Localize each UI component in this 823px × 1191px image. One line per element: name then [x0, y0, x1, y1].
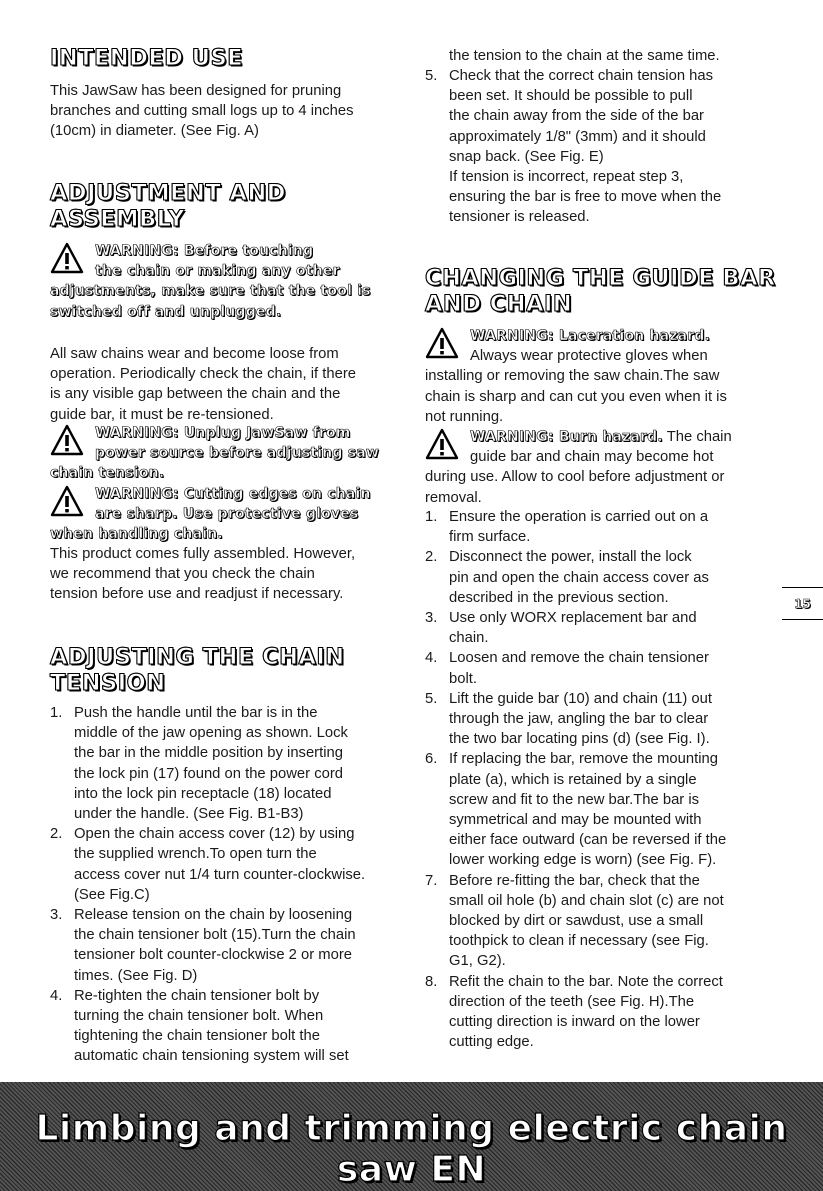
text-line: chain.	[449, 630, 489, 647]
list-item	[50, 986, 410, 1067]
text-line: times. (See Fig. D)	[74, 967, 198, 984]
warning-triangle-icon	[50, 485, 84, 519]
warning-unplug	[50, 423, 410, 484]
text-line: If tension is incorrect, repeat step 3,	[449, 169, 684, 186]
warning-triangle-icon	[425, 428, 459, 462]
heading-line: TENSION	[50, 670, 166, 696]
text-line: symmetrical and may be mounted with	[449, 812, 702, 829]
list-item	[425, 648, 785, 688]
text-line: approximately 1/8" (3mm) and it should	[449, 128, 706, 145]
assembled-text	[50, 544, 410, 605]
text-line: snap back. (See Fig. E)	[449, 148, 604, 165]
step-number: 6.	[425, 751, 438, 768]
text-line: Before re-fitting the bar, check that the	[449, 872, 700, 889]
step-number: 5.	[425, 690, 438, 707]
text-line: guide bar, it must be re-tensioned.	[50, 406, 274, 423]
text-line: operation. Periodically check the chain, if there	[50, 366, 356, 383]
text-line: guide bar and chain may become hot	[470, 449, 714, 466]
adjustment-heading	[50, 180, 410, 232]
text-line: branches and cutting small logs up to 4 inches	[50, 103, 354, 120]
warning-cutting-edges	[50, 484, 410, 545]
intended-use-heading: INTENDED USE	[50, 45, 244, 71]
text-line: automatic chain tensioning system will set	[74, 1048, 349, 1065]
changing-guide-bar-heading	[425, 265, 795, 317]
warning-burn	[425, 427, 785, 508]
warning-line: WARNING: Before touching	[95, 243, 314, 259]
warning-triangle-icon	[50, 242, 84, 276]
text-line: tightening the chain tensioner bolt the	[74, 1028, 320, 1045]
heading-line: CHANGING THE GUIDE BAR	[425, 265, 776, 291]
text-line: All saw chains wear and become loose from	[50, 346, 339, 362]
text-line: Re-tighten the chain tensioner bolt by	[74, 987, 320, 1004]
text-line: removal.	[425, 489, 482, 506]
text-line: Disconnect the power, install the lock	[449, 549, 692, 566]
warning-line: WARNING: Cutting edges on chain	[95, 486, 371, 502]
text-line: small oil hole (b) and chain slot (c) are not	[449, 892, 724, 909]
text-line: plate (a), which is retained by a single	[449, 771, 697, 788]
text-line: G1, G2).	[449, 953, 506, 970]
warning-laceration	[425, 326, 785, 427]
changing-steps	[425, 507, 785, 1052]
text-line: direction of the teeth (see Fig. H).The	[449, 993, 695, 1010]
text-line: tension before use and readjust if necessary.	[50, 586, 344, 603]
text-line: turning the chain tensioner bolt. When	[74, 1008, 324, 1025]
chain-wear-text	[50, 344, 410, 425]
text-line: Release tension on the chain by loosening	[74, 907, 353, 924]
heading-line: ADJUSTING THE CHAIN	[50, 644, 345, 670]
text-line: been set. It should be possible to pull	[449, 88, 693, 105]
text-line: pin and open the chain access cover as	[449, 569, 709, 586]
text-line: either face outward (can be reversed if the	[449, 832, 727, 849]
text-line: Check that the correct chain tension has	[449, 68, 714, 84]
text-line: This product comes fully assembled. However,	[50, 546, 356, 562]
warning-line: switched off and unplugged.	[50, 303, 282, 320]
page-number: 15	[782, 587, 823, 620]
step-number: 8.	[425, 973, 438, 990]
tension-steps	[50, 703, 410, 1067]
text-line: Refit the chain to the bar. Note the correct	[449, 973, 723, 990]
continued-line	[449, 46, 789, 66]
text-line: Use only WORX replacement bar and	[449, 610, 697, 627]
warning-line: WARNING: Unplug JawSaw from	[95, 425, 351, 441]
text-line: This JawSaw has been designed for pruning	[50, 83, 342, 99]
warning-rest: The chain	[662, 429, 732, 445]
text-line: Always wear protective gloves when	[470, 348, 708, 365]
text-line: the chain tensioner bolt (15).Turn the chain	[74, 927, 356, 944]
text-line: the tension to the chain at the same time.	[449, 48, 720, 64]
text-line: bolt.	[449, 670, 477, 687]
text-line: Push the handle until the bar is in the	[74, 705, 318, 721]
text-line: middle of the jaw opening as shown. Lock	[74, 725, 348, 742]
text-line: through the jaw, angling the bar to clear	[449, 711, 709, 728]
text-line: Lift the guide bar (10) and chain (11) out	[449, 690, 712, 707]
list-item	[425, 507, 785, 547]
tension-step-5	[425, 66, 785, 228]
text-line: Loosen and remove the chain tensioner	[449, 650, 709, 667]
text-line: the two bar locating pins (d) (see Fig. I).	[449, 731, 710, 748]
text-line: firm surface.	[449, 529, 531, 546]
text-line: we recommend that you check the chain	[50, 566, 315, 583]
warning-line: the chain or making any other	[95, 263, 340, 280]
heading-line: ASSEMBLY	[50, 206, 185, 232]
intended-use-text	[50, 81, 410, 142]
warning-line: adjustments, make sure that the tool is	[50, 283, 371, 300]
text-line: tensioner is released.	[449, 209, 590, 226]
text-line: is any visible gap between the chain and the	[50, 386, 341, 403]
warning-line: when handling chain.	[50, 526, 223, 543]
text-line: during use. Allow to cool before adjustment or	[425, 469, 725, 486]
text-line: the lock pin (17) found on the power cord	[74, 765, 343, 782]
text-line: under the handle. (See Fig. B1-B3)	[74, 806, 304, 823]
heading-line: ADJUSTMENT AND	[50, 180, 286, 206]
text-line: cutting direction is inward on the lower	[449, 1014, 700, 1031]
footer-title: Limbing and trimming electric chain saw EN	[35, 1108, 788, 1190]
text-line: Open the chain access cover (12) by using	[74, 826, 355, 843]
adjusting-tension-heading	[50, 644, 410, 696]
list-item	[50, 703, 410, 824]
warning-line: power source before adjusting saw	[95, 445, 380, 462]
heading-line: AND CHAIN	[425, 291, 573, 317]
text-line: (10cm) in diameter. (See Fig. A)	[50, 123, 259, 140]
step-number: 5.	[425, 68, 438, 84]
text-line: blocked by dirt or sawdust, use a small	[449, 913, 704, 930]
step-number: 1.	[425, 509, 438, 525]
text-line: tensioner bolt counter-clockwise 2 or more	[74, 947, 352, 964]
list-item	[50, 824, 410, 905]
text-line: lower working edge is worn) (see Fig. F).	[449, 852, 717, 869]
step-number: 4.	[50, 987, 63, 1004]
text-line: If replacing the bar, remove the mounting	[449, 751, 718, 768]
text-line: ensuring the bar is free to move when the	[449, 189, 722, 206]
list-item	[425, 871, 785, 972]
text-line: the bar in the middle position by inserting	[74, 745, 343, 762]
step-number: 3.	[425, 610, 438, 627]
warning-line: chain tension.	[50, 465, 165, 482]
text-line: cutting edge.	[449, 1034, 534, 1051]
step-number: 7.	[425, 872, 438, 889]
text-line: described in the previous section.	[449, 589, 669, 606]
list-item	[425, 749, 785, 870]
text-line: access cover nut 1/4 turn counter-clockwise.	[74, 866, 366, 883]
text-line: the chain away from the side of the bar	[449, 108, 704, 125]
text-line: chain is sharp and can cut you even when it is	[425, 388, 727, 405]
list-item	[425, 547, 785, 608]
warning-line: are sharp. Use protective gloves	[95, 506, 359, 523]
step-number: 1.	[50, 705, 63, 721]
text-line: toothpick to clean if necessary (see Fig.	[449, 933, 709, 950]
text-line: installing or removing the saw chain.The saw	[425, 368, 720, 385]
list-item	[425, 66, 785, 228]
warning-title: WARNING: Laceration hazard.	[470, 328, 711, 344]
text-line: not running.	[425, 408, 504, 425]
warning-first-line	[425, 427, 785, 447]
step-number: 2.	[425, 549, 438, 566]
step-number: 2.	[50, 826, 63, 843]
text-line: screw and fit to the new bar.The bar is	[449, 791, 700, 808]
step-number: 4.	[425, 650, 438, 667]
text-line: (See Fig.C)	[74, 886, 150, 903]
warning-triangle-icon	[50, 424, 84, 458]
list-item	[425, 608, 785, 648]
list-item	[50, 905, 410, 986]
list-item	[425, 689, 785, 750]
text-line: Ensure the operation is carried out on a	[449, 509, 709, 525]
warning-before-touching	[50, 241, 410, 322]
text-line: into the lock pin receptacle (18) located	[74, 785, 332, 802]
warning-title: WARNING: Burn hazard.	[470, 429, 663, 445]
text-line: the supplied wrench.To open turn the	[74, 846, 317, 863]
step-number: 3.	[50, 907, 63, 924]
warning-triangle-icon	[425, 327, 459, 361]
list-item	[425, 972, 785, 1053]
